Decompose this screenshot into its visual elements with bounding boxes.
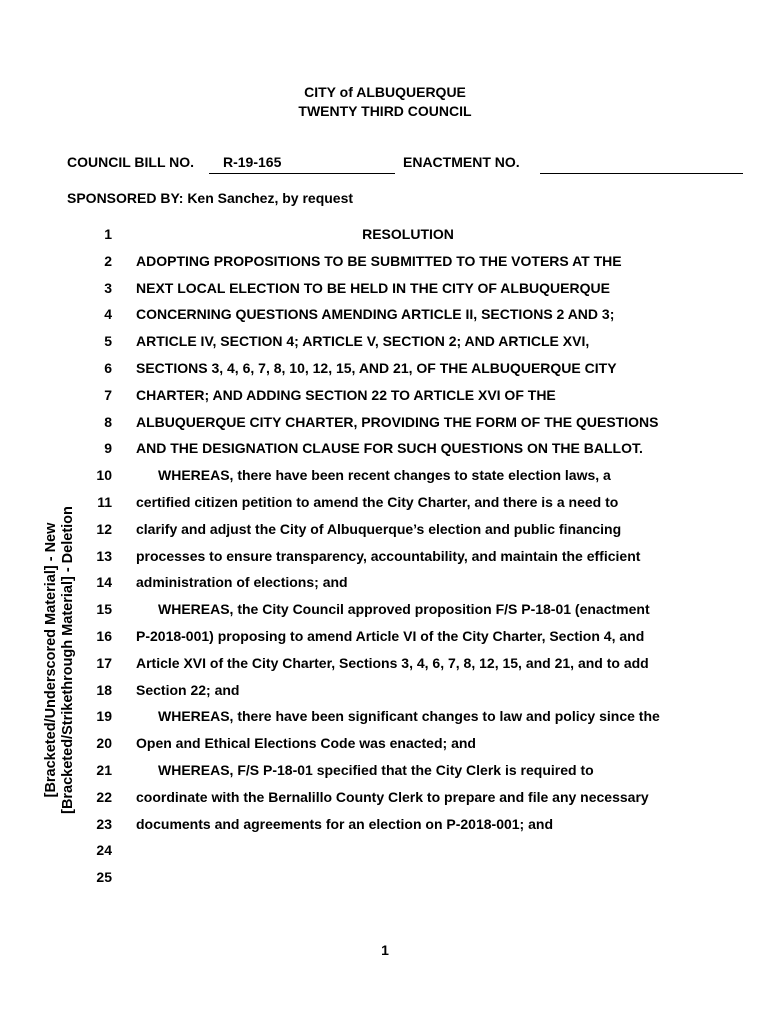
line-row [0,816,770,843]
line-row [0,387,770,414]
line-row [0,628,770,655]
line-number: 1 [104,226,112,242]
line-text: Open and Ethical Elections Code was enacted; and [136,735,476,752]
enactment-label: ENACTMENT NO. [403,154,520,170]
enactment-number-underline [540,173,743,174]
line-text: ALBUQUERQUE CITY CHARTER, PROVIDING THE FORM OF THE QUESTIONS [136,413,659,430]
line-row [0,735,770,762]
line-row [0,306,770,333]
line-number: 22 [96,788,112,805]
line-text: coordinate with the Bernalillo County Clerk to prepare and file any necessary [136,788,649,805]
line-number: 13 [96,547,112,564]
header-city: CITY of ALBUQUERQUE [304,84,466,100]
line-number: 15 [96,601,112,618]
line-text: SECTIONS 3, 4, 6, 7, 8, 10, 12, 15, AND 21, OF THE ALBUQUERQUE CITY [136,360,617,376]
line-text: Section 22; and [136,681,240,698]
header-council: TWENTY THIRD COUNCIL [298,103,472,119]
line-number: 9 [104,440,112,457]
bill-row [67,154,757,176]
legend-new: [Bracketed/Underscored Material] - New [43,522,59,798]
line-row [0,280,770,307]
line-text: RESOLUTION [362,226,454,242]
line-row [0,226,770,253]
line-text: ARTICLE IV, SECTION 4; ARTICLE V, SECTION 2; AND ARTICLE XVI, [136,333,590,350]
council-bill-number: R-19-165 [223,154,282,170]
line-number: 17 [96,654,112,671]
line-text: CHARTER; AND ADDING SECTION 22 TO ARTICLE XVI OF THE [136,386,556,403]
line-number: 24 [96,842,112,859]
line-number: 19 [96,708,112,725]
line-row [0,789,770,816]
line-text: WHEREAS, F/S P-18-01 specified that the City Clerk is required to [158,762,594,778]
line-number: 21 [96,762,112,778]
line-text: ADOPTING PROPOSITIONS TO BE SUBMITTED TO THE VOTERS AT THE [136,252,622,269]
line-text: administration of elections; and [136,574,348,591]
line-number: 3 [104,279,112,296]
line-row [0,494,770,521]
bill-number-underline [209,173,395,174]
line-text: WHEREAS, the City Council approved proposition F/S P-18-01 (enactment [158,601,650,618]
line-text: certified citizen petition to amend the City Charter, and there is a need to [136,494,619,510]
line-row [0,467,770,494]
line-number: 6 [104,360,112,376]
line-row [0,708,770,735]
line-row [0,601,770,628]
line-number: 2 [104,252,112,269]
line-number: 18 [96,681,112,698]
line-text: processes to ensure transparency, accountability, and maintain the efficient [136,547,641,564]
line-row [0,655,770,682]
line-number: 8 [104,413,112,430]
line-number: 16 [96,628,112,644]
line-row [0,333,770,360]
line-row [0,440,770,467]
line-text: WHEREAS, there have been recent changes to state election laws, a [158,467,611,484]
line-number: 14 [96,574,112,591]
line-row [0,574,770,601]
line-row [0,360,770,387]
line-row [0,842,770,869]
line-row [0,521,770,548]
line-text: clarify and adjust the City of Albuquerque’s election and public financing [136,520,622,537]
line-number: 5 [104,333,112,350]
line-row [0,682,770,709]
line-text: WHEREAS, there have been significant changes to law and policy since the [158,708,660,725]
line-text: documents and agreements for an election on P-2018-001; and [136,815,553,832]
line-text: CONCERNING QUESTIONS AMENDING ARTICLE II, SECTIONS 2 AND 3; [136,306,615,323]
page-number: 1 [381,942,389,958]
sponsored-by: SPONSORED BY: Ken Sanchez, by request [67,190,354,206]
line-row [0,869,770,896]
line-number: 23 [96,815,112,832]
line-text: Article XVI of the City Charter, Sections 3, 4, 6, 7, 8, 12, 15, and 21, and to add [136,654,649,671]
line-row [0,762,770,789]
line-number: 20 [96,735,112,752]
line-row [0,414,770,441]
line-number: 4 [104,306,112,323]
legend-deletion: [Bracketed/Strikethrough Material] - Deletion [60,506,76,814]
line-number: 10 [96,467,112,484]
line-text: P-2018-001) proposing to amend Article VI of the City Charter, Section 4, and [136,628,645,644]
line-number: 7 [104,386,112,403]
line-text: AND THE DESIGNATION CLAUSE FOR SUCH QUESTIONS ON THE BALLOT. [136,440,643,457]
line-text: NEXT LOCAL ELECTION TO BE HELD IN THE CITY OF ALBUQUERQUE [136,279,610,296]
line-number: 11 [97,494,112,510]
line-number: 25 [96,869,112,886]
line-number: 12 [96,520,112,537]
line-row [0,253,770,280]
council-bill-label: COUNCIL BILL NO. [67,154,195,170]
line-row [0,548,770,575]
